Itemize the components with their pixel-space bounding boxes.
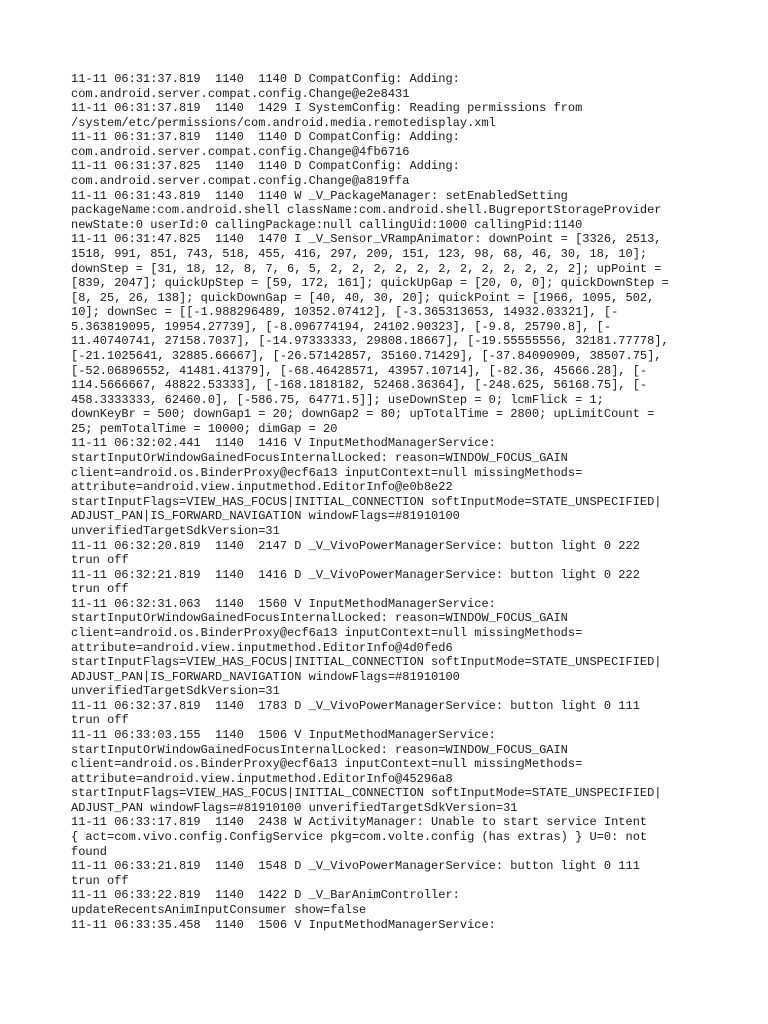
log-line: 11-11 06:33:03.155 1140 1506 V InputMethodManagerService: (71, 728, 496, 743)
log-line: 11-11 06:32:20.819 1140 2147 D _V_VivoPowerManagerService: button light 0 222 (71, 538, 640, 553)
log-line: [-52.06896552, 41481.41379], [-68.46428571, 43957.10714], [-82.36, 45666.28], [- (71, 363, 648, 378)
log-line: packageName:com.android.shell className:com.android.shell.BugreportStorageProvider (71, 203, 662, 218)
log-line: 11-11 06:31:37.819 1140 1429 I SystemConfig: Reading permissions from (71, 101, 583, 116)
log-line: startInputOrWindowGainedFocusInternalLocked: reason=WINDOW_FOCUS_GAIN (71, 742, 568, 757)
log-line: 11-11 06:33:21.819 1140 1548 D _V_VivoPowerManagerService: button light 0 111 (71, 859, 640, 874)
log-line: 11-11 06:33:17.819 1140 2438 W ActivityManager: Unable to start service Intent (71, 815, 648, 830)
log-line: 11-11 06:31:43.819 1140 1140 W _V_PackageManager: setEnabledSetting (71, 188, 568, 203)
log-line: 11.40740741, 27158.7037], [-14.97333333, 29808.18667], [-19.55555556, 32181.77778], (71, 334, 669, 349)
log-line: 458.3333333, 62460.0], [-586.75, 64771.5]]; useDownStep = 0; lcmFlick = 1; (71, 392, 604, 407)
log-document (71, 72, 701, 932)
log-line: /system/etc/permissions/com.android.media.remotedisplay.xml (71, 115, 496, 130)
log-line: [839, 2047]; quickUpStep = [59, 172, 161]; quickUpGap = [20, 0, 0]; quickDownStep = (71, 276, 669, 291)
log-line: client=android.os.BinderProxy@ecf6a13 inputContext=null missingMethods= (71, 625, 583, 640)
log-line: ADJUST_PAN windowFlags=#81910100 unverifiedTargetSdkVersion=31 (71, 800, 518, 815)
log-line: found (71, 844, 108, 859)
log-line: 11-11 06:31:37.819 1140 1140 D CompatConfig: Adding: (71, 130, 460, 145)
log-line: 1518, 991, 851, 743, 518, 455, 416, 297, 209, 151, 123, 98, 68, 46, 30, 18, 10]; (71, 246, 648, 261)
log-line: trun off (71, 582, 129, 597)
log-line: downStep = [31, 18, 12, 8, 7, 6, 5, 2, 2, 2, 2, 2, 2, 2, 2, 2, 2, 2, 2]; upPoint = (71, 261, 662, 276)
log-line: attribute=android.view.inputmethod.EditorInfo@e0b8e22 (71, 480, 453, 495)
log-line: startInputOrWindowGainedFocusInternalLocked: reason=WINDOW_FOCUS_GAIN (71, 611, 568, 626)
log-line: updateRecentsAnimInputConsumer show=false (71, 902, 367, 917)
log-line: com.android.server.compat.config.Change@a819ffa (71, 174, 410, 189)
log-line: 11-11 06:31:47.825 1140 1470 I _V_Sensor_VRampAnimator: downPoint = [3326, 2513, (71, 232, 662, 247)
log-line: startInputOrWindowGainedFocusInternalLocked: reason=WINDOW_FOCUS_GAIN (71, 451, 568, 466)
log-line: 11-11 06:31:37.825 1140 1140 D CompatConfig: Adding: (71, 159, 460, 174)
log-line: unverifiedTargetSdkVersion=31 (71, 523, 280, 538)
log-line: 114.5666667, 48822.53333], [-168.1818182, 52468.36364], [-248.625, 56168.75], [- (71, 378, 648, 393)
log-line: 10]; downSec = [[-1.988296489, 10352.07412], [-3.365313653, 14932.03321], [- (71, 305, 619, 320)
log-line: 11-11 06:32:02.441 1140 1416 V InputMethodManagerService: (71, 436, 496, 451)
log-line: 11-11 06:32:31.063 1140 1560 V InputMethodManagerService: (71, 596, 496, 611)
log-line: [-21.1025641, 32885.66667], [-26.57142857, 35160.71429], [-37.84090909, 38507.75], (71, 348, 662, 363)
log-line: com.android.server.compat.config.Change@e2e8431 (71, 86, 410, 101)
log-line: com.android.server.compat.config.Change@4fb6716 (71, 144, 410, 159)
log-line: ADJUST_PAN|IS_FORWARD_NAVIGATION windowFlags=#81910100 (71, 669, 460, 684)
log-line: client=android.os.BinderProxy@ecf6a13 inputContext=null missingMethods= (71, 757, 583, 772)
log-line: 11-11 06:33:35.458 1140 1506 V InputMethodManagerService: (71, 917, 496, 932)
log-line: client=android.os.BinderProxy@ecf6a13 inputContext=null missingMethods= (71, 465, 583, 480)
log-line: trun off (71, 713, 129, 728)
log-line: { act=com.vivo.config.ConfigService pkg=com.volte.config (has extras) } U=0: not (71, 830, 648, 845)
log-line: 11-11 06:31:37.819 1140 1140 D CompatConfig: Adding: (71, 72, 460, 86)
log-line: startInputFlags=VIEW_HAS_FOCUS|INITIAL_CONNECTION softInputMode=STATE_UNSPECIFIED| (71, 786, 662, 801)
log-line: startInputFlags=VIEW_HAS_FOCUS|INITIAL_CONNECTION softInputMode=STATE_UNSPECIFIED| (71, 494, 662, 509)
log-line: attribute=android.view.inputmethod.EditorInfo@45296a8 (71, 771, 453, 786)
log-line: downKeyBr = 500; downGap1 = 20; downGap2 = 80; upTotalTime = 2800; upLimitCount = (71, 407, 655, 422)
log-line: 11-11 06:32:21.819 1140 1416 D _V_VivoPowerManagerService: button light 0 222 (71, 567, 640, 582)
log-line: trun off (71, 553, 129, 568)
log-line: startInputFlags=VIEW_HAS_FOCUS|INITIAL_CONNECTION softInputMode=STATE_UNSPECIFIED| (71, 655, 662, 670)
log-line: unverifiedTargetSdkVersion=31 (71, 684, 280, 699)
log-line: 25; pemTotalTime = 10000; dimGap = 20 (71, 421, 338, 436)
log-line: ADJUST_PAN|IS_FORWARD_NAVIGATION windowFlags=#81910100 (71, 509, 460, 524)
log-line: 11-11 06:33:22.819 1140 1422 D _V_BarAnimController: (71, 888, 460, 903)
log-line: 11-11 06:32:37.819 1140 1783 D _V_VivoPowerManagerService: button light 0 111 (71, 698, 640, 713)
log-line: attribute=android.view.inputmethod.EditorInfo@4d0fed6 (71, 640, 453, 655)
log-line: [8, 25, 26, 138]; quickDownGap = [40, 40, 30, 20]; quickPoint = [1966, 1095, 502, (71, 290, 655, 305)
log-line: newState:0 userId:0 callingPackage:null callingUid:1000 callingPid:1140 (71, 217, 583, 232)
log-line: 5.363819095, 19954.27739], [-8.096774194, 24102.90323], [-9.8, 25790.8], [- (71, 319, 612, 334)
log-line: trun off (71, 873, 129, 888)
